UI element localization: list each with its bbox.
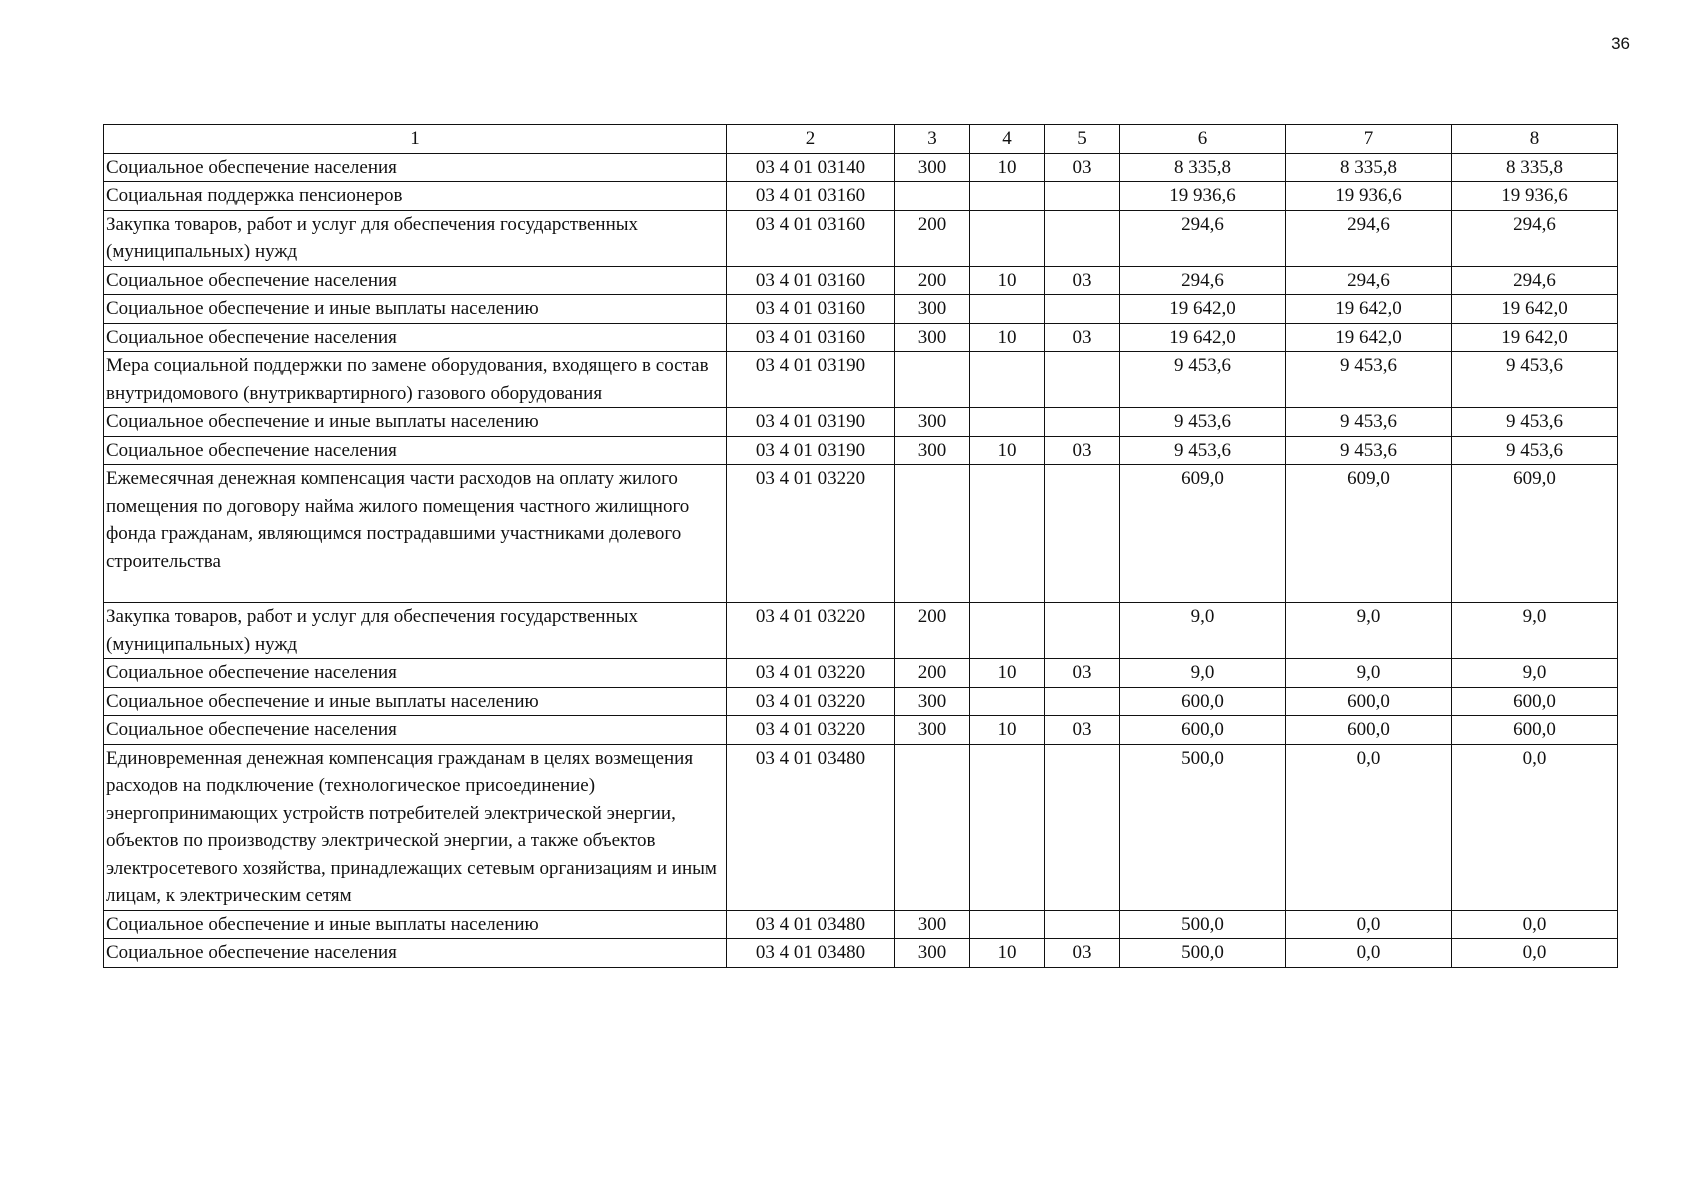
- row-col-4: 10: [970, 659, 1045, 688]
- table-row: [104, 408, 1618, 437]
- row-name: Закупка товаров, работ и услуг для обеспечения государственных (муниципальных) нужд: [104, 603, 727, 659]
- row-col-3: [895, 352, 970, 408]
- row-col-3: 300: [895, 323, 970, 352]
- row-col-5: [1045, 687, 1120, 716]
- row-value-7: 19 936,6: [1286, 182, 1452, 211]
- row-value-8: 19 642,0: [1452, 295, 1618, 324]
- row-value-8: 19 936,6: [1452, 182, 1618, 211]
- row-value-7: 9 453,6: [1286, 436, 1452, 465]
- table-row: [104, 436, 1618, 465]
- page-number: 36: [1611, 34, 1630, 53]
- row-col-4: 10: [970, 323, 1045, 352]
- header-col-5: 5: [1045, 125, 1120, 154]
- table-row: [104, 182, 1618, 211]
- row-value-8: 9,0: [1452, 603, 1618, 659]
- row-name: Социальное обеспечение населения: [104, 266, 727, 295]
- row-code: 03 4 01 03160: [727, 266, 895, 295]
- table-row: [104, 323, 1618, 352]
- header-col-3: 3: [895, 125, 970, 154]
- row-name: Социальное обеспечение и иные выплаты населению: [104, 687, 727, 716]
- row-value-6: 600,0: [1120, 687, 1286, 716]
- row-col-3: [895, 465, 970, 603]
- header-col-4: 4: [970, 125, 1045, 154]
- row-col-4: 10: [970, 436, 1045, 465]
- row-col-4: [970, 295, 1045, 324]
- row-name: Социальное обеспечение и иные выплаты населению: [104, 910, 727, 939]
- row-value-6: 19 642,0: [1120, 323, 1286, 352]
- table-row: [104, 716, 1618, 745]
- row-name: Единовременная денежная компенсация гражданам в целях возмещения расходов на подключение (технологическое присоединение) энергопринимающих устройств потребителей электрической энергии, объектов по производству электрической энергии, а также объектов электросетевого хозяйства, принадлежащих сетевым организациям и иным лицам, к электрическим сетям: [104, 744, 727, 910]
- row-col-4: [970, 210, 1045, 266]
- row-value-6: 19 642,0: [1120, 295, 1286, 324]
- table-row: [104, 352, 1618, 408]
- header-row: [104, 125, 1618, 154]
- row-code: 03 4 01 03160: [727, 210, 895, 266]
- row-col-3: 300: [895, 716, 970, 745]
- row-value-6: 609,0: [1120, 465, 1286, 603]
- row-name: Социальное обеспечение населения: [104, 659, 727, 688]
- row-col-4: [970, 687, 1045, 716]
- row-value-7: 9 453,6: [1286, 408, 1452, 437]
- row-code: 03 4 01 03480: [727, 744, 895, 910]
- row-value-8: 0,0: [1452, 744, 1618, 910]
- table-row: [104, 266, 1618, 295]
- row-value-6: 9 453,6: [1120, 352, 1286, 408]
- table-row: [104, 210, 1618, 266]
- row-value-8: 9 453,6: [1452, 436, 1618, 465]
- row-code: 03 4 01 03160: [727, 182, 895, 211]
- row-col-3: [895, 744, 970, 910]
- row-col-5: [1045, 182, 1120, 211]
- table-row: [104, 603, 1618, 659]
- row-name: Закупка товаров, работ и услуг для обеспечения государственных (муниципальных) нужд: [104, 210, 727, 266]
- row-col-5: [1045, 295, 1120, 324]
- row-value-7: 19 642,0: [1286, 295, 1452, 324]
- row-col-4: [970, 744, 1045, 910]
- row-value-6: 9 453,6: [1120, 436, 1286, 465]
- row-col-5: [1045, 352, 1120, 408]
- table-row: [104, 153, 1618, 182]
- row-value-7: 609,0: [1286, 465, 1452, 603]
- table-row: [104, 687, 1618, 716]
- row-value-7: 0,0: [1286, 939, 1452, 968]
- row-col-5: [1045, 465, 1120, 603]
- table-row: [104, 465, 1618, 603]
- header-col-6: 6: [1120, 125, 1286, 154]
- row-value-7: 9 453,6: [1286, 352, 1452, 408]
- row-col-5: 03: [1045, 436, 1120, 465]
- row-col-5: 03: [1045, 323, 1120, 352]
- row-value-8: 19 642,0: [1452, 323, 1618, 352]
- row-col-5: 03: [1045, 716, 1120, 745]
- row-value-8: 9,0: [1452, 659, 1618, 688]
- row-col-3: 300: [895, 153, 970, 182]
- row-col-3: 300: [895, 910, 970, 939]
- row-code: 03 4 01 03480: [727, 910, 895, 939]
- row-col-3: 200: [895, 603, 970, 659]
- row-name: Мера социальной поддержки по замене оборудования, входящего в состав внутридомового (внутриквартирного) газового оборудования: [104, 352, 727, 408]
- row-col-3: 200: [895, 210, 970, 266]
- row-name: Социальное обеспечение населения: [104, 323, 727, 352]
- row-value-8: 0,0: [1452, 939, 1618, 968]
- row-value-7: 0,0: [1286, 910, 1452, 939]
- table-row: [104, 659, 1618, 688]
- row-col-4: [970, 182, 1045, 211]
- row-col-5: 03: [1045, 939, 1120, 968]
- row-value-7: 600,0: [1286, 716, 1452, 745]
- row-value-6: 500,0: [1120, 939, 1286, 968]
- row-code: 03 4 01 03190: [727, 408, 895, 437]
- row-col-4: [970, 465, 1045, 603]
- row-value-6: 8 335,8: [1120, 153, 1286, 182]
- table-header: [104, 125, 1618, 154]
- header-col-8: 8: [1452, 125, 1618, 154]
- row-code: 03 4 01 03220: [727, 659, 895, 688]
- row-col-3: 300: [895, 408, 970, 437]
- row-value-6: 19 936,6: [1120, 182, 1286, 211]
- row-col-5: [1045, 910, 1120, 939]
- row-value-6: 9,0: [1120, 659, 1286, 688]
- row-value-6: 500,0: [1120, 744, 1286, 910]
- row-value-8: 8 335,8: [1452, 153, 1618, 182]
- row-code: 03 4 01 03220: [727, 465, 895, 603]
- row-value-8: 294,6: [1452, 210, 1618, 266]
- row-value-7: 600,0: [1286, 687, 1452, 716]
- row-code: 03 4 01 03480: [727, 939, 895, 968]
- table-row: [104, 939, 1618, 968]
- row-col-3: 300: [895, 436, 970, 465]
- row-col-4: [970, 352, 1045, 408]
- row-value-8: 609,0: [1452, 465, 1618, 603]
- row-value-8: 9 453,6: [1452, 408, 1618, 437]
- row-value-6: 600,0: [1120, 716, 1286, 745]
- row-code: 03 4 01 03220: [727, 603, 895, 659]
- row-value-6: 9,0: [1120, 603, 1286, 659]
- row-name: Социальное обеспечение населения: [104, 153, 727, 182]
- row-name: Ежемесячная денежная компенсация части расходов на оплату жилого помещения по договору найма жилого помещения частного жилищного фонда гражданам, являющимся пострадавшими участниками долевого строительства: [104, 465, 727, 603]
- row-value-6: 294,6: [1120, 210, 1286, 266]
- row-code: 03 4 01 03220: [727, 687, 895, 716]
- row-value-8: 600,0: [1452, 687, 1618, 716]
- row-col-3: 300: [895, 295, 970, 324]
- row-code: 03 4 01 03160: [727, 295, 895, 324]
- row-value-8: 600,0: [1452, 716, 1618, 745]
- row-value-7: 8 335,8: [1286, 153, 1452, 182]
- table-row: [104, 910, 1618, 939]
- row-col-3: 300: [895, 687, 970, 716]
- row-value-6: 9 453,6: [1120, 408, 1286, 437]
- row-col-3: 200: [895, 659, 970, 688]
- header-col-7: 7: [1286, 125, 1452, 154]
- row-col-5: [1045, 744, 1120, 910]
- row-code: 03 4 01 03190: [727, 436, 895, 465]
- header-col-2: 2: [727, 125, 895, 154]
- row-value-6: 500,0: [1120, 910, 1286, 939]
- row-name: Социальное обеспечение населения: [104, 716, 727, 745]
- row-value-8: 0,0: [1452, 910, 1618, 939]
- row-col-4: 10: [970, 266, 1045, 295]
- row-col-5: [1045, 210, 1120, 266]
- row-col-3: 300: [895, 939, 970, 968]
- row-value-7: 294,6: [1286, 266, 1452, 295]
- row-col-4: [970, 408, 1045, 437]
- table-row: [104, 295, 1618, 324]
- row-name: Социальное обеспечение и иные выплаты населению: [104, 295, 727, 324]
- row-code: 03 4 01 03140: [727, 153, 895, 182]
- header-col-1: 1: [104, 125, 727, 154]
- row-code: 03 4 01 03160: [727, 323, 895, 352]
- row-name: Социальное обеспечение населения: [104, 939, 727, 968]
- row-name: Социальное обеспечение и иные выплаты населению: [104, 408, 727, 437]
- row-value-7: 0,0: [1286, 744, 1452, 910]
- row-col-4: [970, 910, 1045, 939]
- row-col-3: [895, 182, 970, 211]
- row-col-4: 10: [970, 153, 1045, 182]
- table-body: [104, 153, 1618, 967]
- row-value-7: 294,6: [1286, 210, 1452, 266]
- row-name: Социальное обеспечение населения: [104, 436, 727, 465]
- row-value-8: 9 453,6: [1452, 352, 1618, 408]
- row-col-5: 03: [1045, 153, 1120, 182]
- row-value-8: 294,6: [1452, 266, 1618, 295]
- row-col-5: [1045, 603, 1120, 659]
- row-col-3: 200: [895, 266, 970, 295]
- row-col-4: 10: [970, 716, 1045, 745]
- row-col-4: 10: [970, 939, 1045, 968]
- row-code: 03 4 01 03220: [727, 716, 895, 745]
- row-col-5: 03: [1045, 659, 1120, 688]
- row-value-6: 294,6: [1120, 266, 1286, 295]
- row-value-7: 9,0: [1286, 603, 1452, 659]
- row-col-4: [970, 603, 1045, 659]
- row-value-7: 9,0: [1286, 659, 1452, 688]
- row-col-5: [1045, 408, 1120, 437]
- row-name: Социальная поддержка пенсионеров: [104, 182, 727, 211]
- row-value-7: 19 642,0: [1286, 323, 1452, 352]
- table-row: [104, 744, 1618, 910]
- row-col-5: 03: [1045, 266, 1120, 295]
- budget-table: [103, 124, 1618, 968]
- row-code: 03 4 01 03190: [727, 352, 895, 408]
